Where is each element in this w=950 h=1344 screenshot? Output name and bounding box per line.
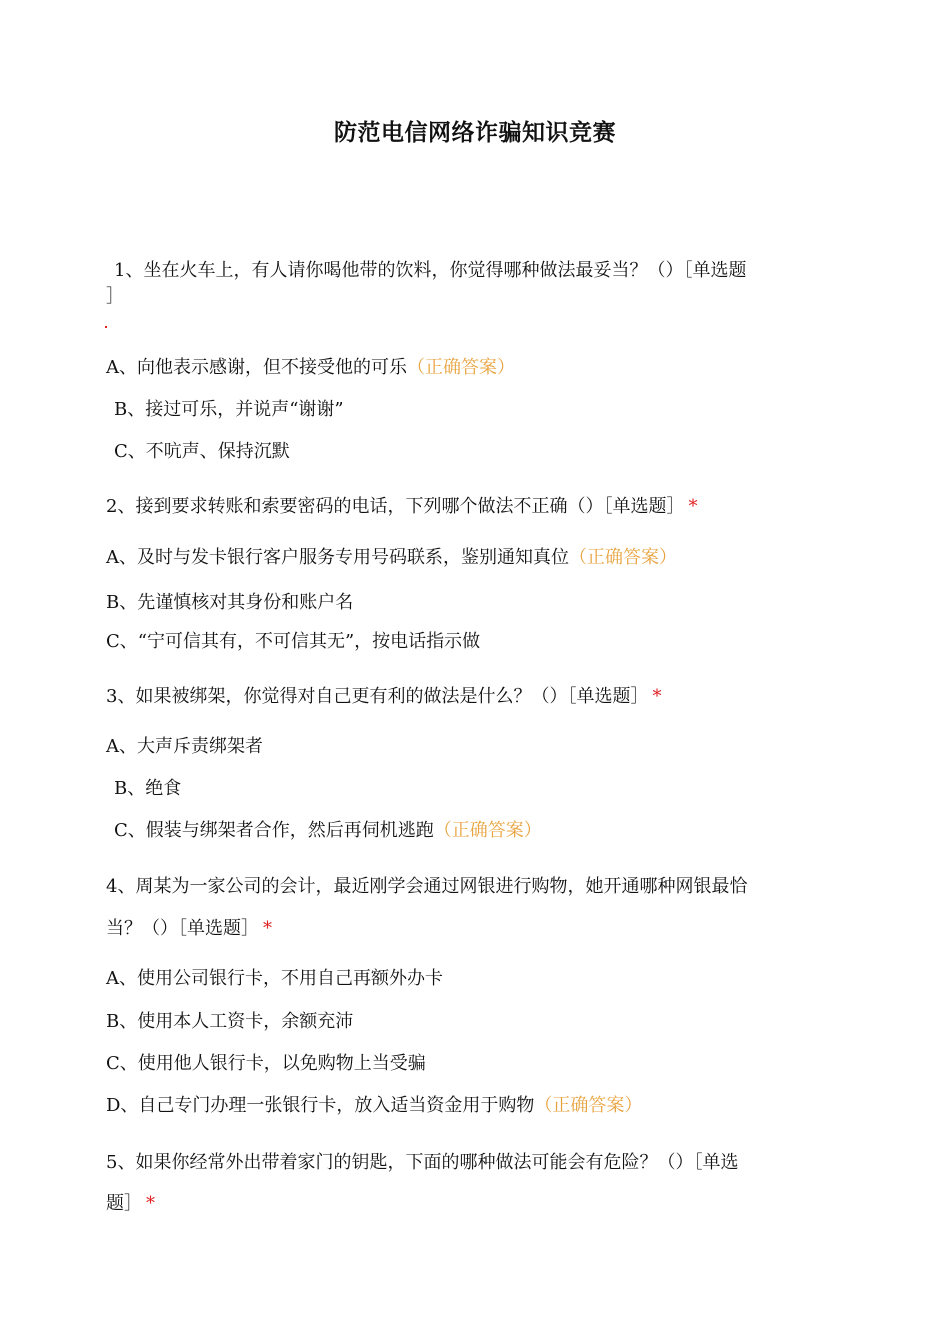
question-3-option-a — [106, 734, 846, 760]
question-line-2: 当？（）［单选题］ — [106, 918, 259, 939]
question-4-option-b — [106, 1009, 846, 1035]
question-text: 2、接到要求转账和索要密码的电话，下列哪个做法不正确（）［单选题］ — [106, 496, 685, 517]
correct-answer-label: （正确答案） — [569, 547, 677, 568]
option-text: C、假装与绑架者合作，然后再伺机逃跑 — [114, 820, 434, 841]
option-text: B、接过可乐，并说声“谢谢” — [114, 399, 344, 420]
question-line-1: 5、如果你经常外出带着家门的钥匙，下面的哪种做法可能会有危险？（）［单选 — [106, 1152, 739, 1173]
option-text: A、大声斥责绑架者 — [106, 736, 263, 757]
question-4-option-c — [106, 1051, 846, 1077]
question-3-text — [106, 684, 846, 710]
question-4-option-d — [106, 1093, 846, 1119]
question-2-option-c — [106, 629, 846, 655]
correct-answer-label: （正确答案） — [433, 820, 542, 841]
required-mark-dot — [105, 326, 107, 328]
question-4-text — [106, 874, 846, 900]
option-text: D、自己专门办理一张银行卡，放入适当资金用于购物 — [106, 1095, 535, 1116]
option-text: B、先谨慎核对其身份和账户名 — [106, 592, 354, 613]
question-1-option-a — [106, 355, 846, 381]
option-text: A、向他表示感谢，但不接受他的可乐 — [106, 357, 407, 378]
question-1-text — [114, 258, 854, 284]
question-text: 3、如果被绑架，你觉得对自己更有利的做法是什么？（）［单选题］ — [106, 686, 649, 707]
question-1-line-2: ］ — [106, 286, 124, 307]
option-text: C、“宁可信其有，不可信其无”，按电话指示做 — [106, 631, 481, 652]
option-text: A、使用公司银行卡，不用自己再额外办卡 — [106, 968, 443, 989]
required-mark: * — [652, 686, 662, 707]
question-line-1: 4、周某为一家公司的会计，最近刚学会通过网银进行购物，她开通哪种网银最恰 — [106, 876, 748, 897]
question-5-text — [106, 1150, 846, 1176]
option-text: B、绝食 — [114, 778, 182, 799]
correct-answer-label: （正确答案） — [407, 357, 515, 378]
question-4-text-cont — [106, 916, 846, 942]
question-1-option-c — [114, 439, 854, 465]
option-text: B、使用本人工资卡，余额充沛 — [106, 1011, 354, 1032]
question-2-option-a — [106, 545, 846, 571]
question-3-option-b — [114, 776, 854, 802]
option-text: C、不吭声、保持沉默 — [114, 441, 290, 462]
question-1-line-1: 1、坐在火车上，有人请你喝他带的饮料，你觉得哪种做法最妥当？（）［单选题 — [114, 260, 747, 281]
option-text: C、使用他人银行卡，以免购物上当受骗 — [106, 1053, 426, 1074]
question-2-option-b — [106, 590, 846, 616]
question-4-option-a — [106, 966, 846, 992]
question-5-text-cont — [106, 1191, 846, 1217]
question-3-option-c — [114, 818, 854, 844]
question-1-text-cont — [106, 284, 846, 310]
option-text: A、及时与发卡银行客户服务专用号码联系，鉴别通知真位 — [106, 547, 569, 568]
question-2-text — [106, 494, 846, 520]
page-title: 防范电信网络诈骗知识竞赛 — [334, 120, 616, 146]
question-1-option-b — [114, 397, 854, 423]
required-mark: * — [146, 1193, 155, 1214]
correct-answer-label: （正确答案） — [534, 1095, 643, 1116]
required-mark: * — [263, 918, 272, 939]
question-line-2: 题］ — [106, 1193, 142, 1214]
required-mark: * — [688, 496, 698, 517]
